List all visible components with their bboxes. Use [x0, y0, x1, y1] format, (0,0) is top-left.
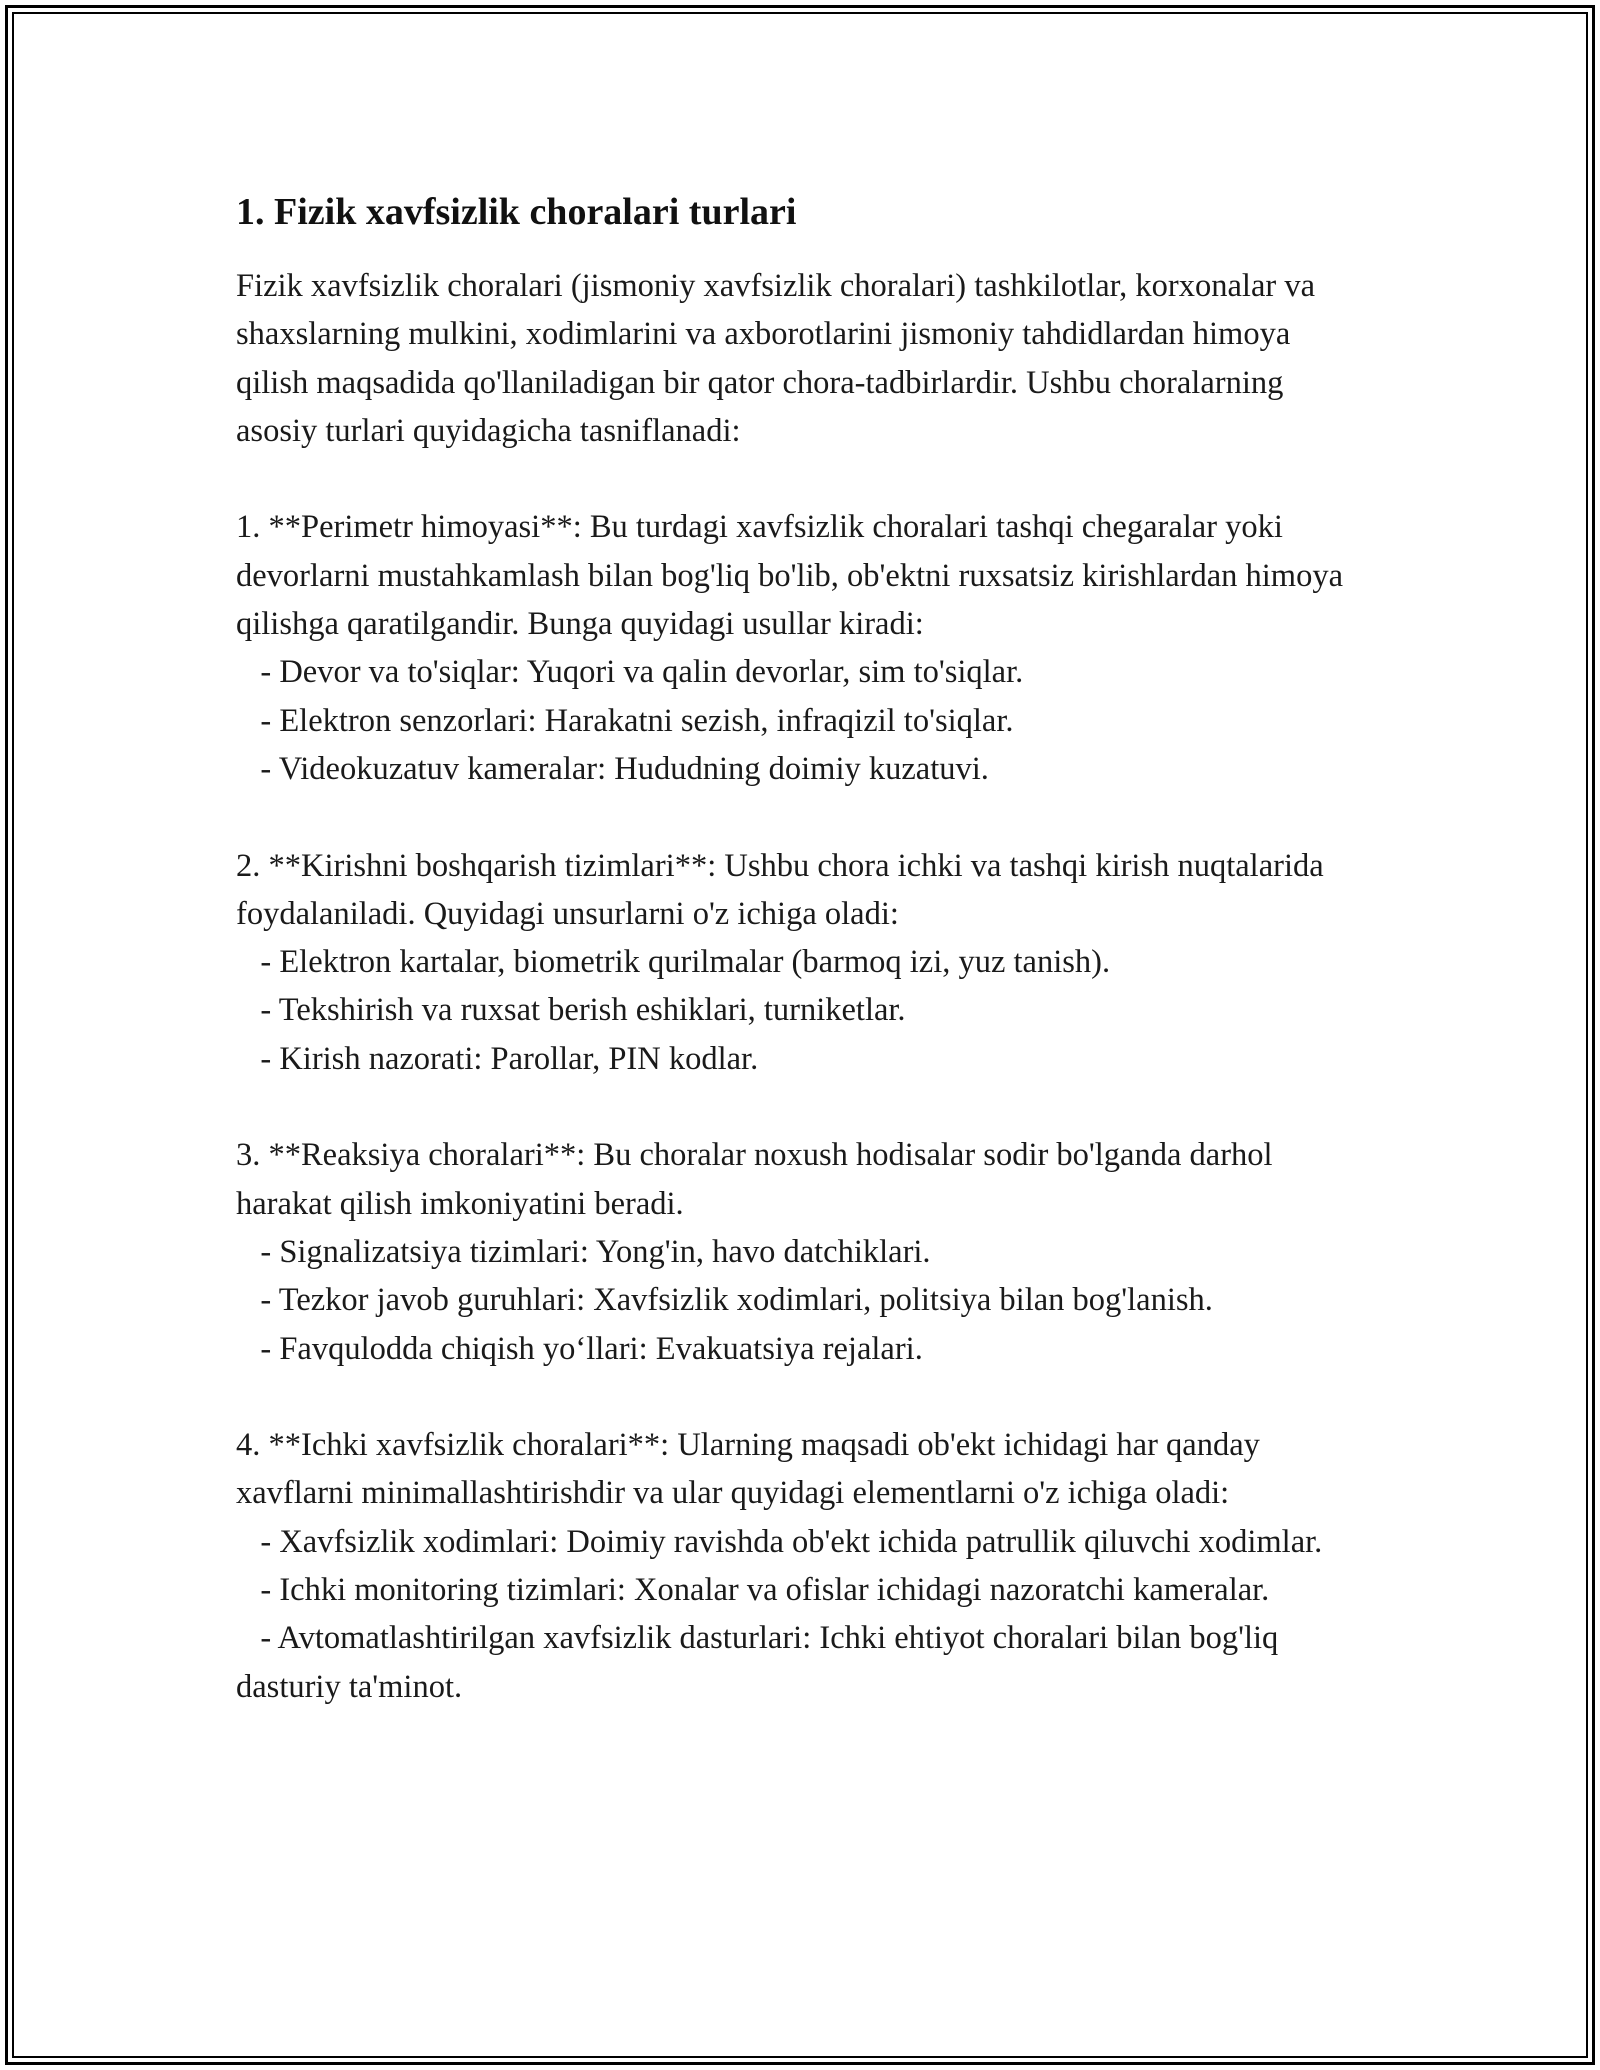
list-item: - Tezkor javob guruhlari: Xavfsizlik xodimlari, politsiya bilan bog'lanish.	[236, 1282, 1213, 1319]
paragraph-gap	[236, 455, 1366, 503]
list-item: - Videokuzatuv kameralar: Hududning doimiy kuzatuvi.	[236, 750, 989, 787]
section-heading: 3. **Reaksiya choralari**: Bu choralar noxush hodisalar sodir bo'lganda darhol harakat qilish imkoniyatini beradi.	[236, 1137, 1281, 1222]
paragraph-gap	[236, 793, 1366, 841]
section-perimeter-protection	[236, 503, 1366, 793]
section-heading: 2. **Kirishni boshqarish tizimlari**: Ushbu chora ichki va tashqi kirish nuqtalarida foydalaniladi. Quyidagi unsurlarni o'z ichiga oladi:	[236, 847, 1332, 932]
list-item: - Signalizatsiya tizimlari: Yong'in, havo datchiklari.	[236, 1233, 931, 1270]
document-body	[236, 186, 1366, 1711]
section-heading: 1. **Perimetr himoyasi**: Bu turdagi xavfsizlik choralari tashqi chegaralar yoki devorlarni mustahkamlash bilan bog'liq bo'lib, ob'ektni ruxsatsiz kirishlardan himoya qilishga qaratilgandir. Bunga quyidagi usullar kiradi:	[236, 509, 1352, 643]
list-item: - Kirish nazorati: Parollar, PIN kodlar.	[236, 1040, 759, 1077]
intro-paragraph: Fizik xavfsizlik choralari (jismoniy xavfsizlik choralari) tashkilotlar, korxonalar va shaxslarning mulkini, xodimlarini va axborotlarini jismoniy tahdidlardan himoya qilish maqsadida qo'llaniladigan bir qator chora-tadbirlardir. Ushbu choralarning asosiy turlari quyidagicha tasniflanadi:	[236, 268, 1324, 449]
section-internal-security	[236, 1421, 1366, 1711]
list-item: - Favqulodda chiqish yo‘llari: Evakuatsiya rejalari.	[236, 1330, 923, 1367]
section-access-control	[236, 842, 1366, 1083]
list-item: - Elektron senzorlari: Harakatni sezish, infraqizil to'siqlar.	[236, 702, 1014, 739]
paragraph-gap	[236, 1373, 1366, 1421]
list-item: - Xavfsizlik xodimlari: Doimiy ravishda ob'ekt ichida patrullik qiluvchi xodimlar.	[236, 1523, 1323, 1560]
section-heading: 4. **Ichki xavfsizlik choralari**: Ularning maqsadi ob'ekt ichidagi har qanday xavflarni minimallashtirishdir va ular quyidagi elementlarni o'z ichiga oladi:	[236, 1427, 1269, 1512]
paragraph-gap	[236, 1083, 1366, 1131]
list-item: - Tekshirish va ruxsat berish eshiklari, turniketlar.	[236, 992, 906, 1029]
document-title: 1. Fizik xavfsizlik choralari turlari	[236, 191, 797, 233]
list-item: - Ichki monitoring tizimlari: Xonalar va ofislar ichidagi nazoratchi kameralar.	[236, 1572, 1270, 1609]
list-item: - Devor va to'siqlar: Yuqori va qalin devorlar, sim to'siqlar.	[236, 654, 1024, 691]
list-item: - Elektron kartalar, biometrik qurilmalar (barmoq izi, yuz tanish).	[236, 944, 1111, 981]
list-item: - Avtomatlashtirilgan xavfsizlik dasturlari: Ichki ehtiyot choralari bilan bog'liq dasturiy ta'minot.	[236, 1620, 1287, 1705]
section-reaction-measures	[236, 1131, 1366, 1372]
